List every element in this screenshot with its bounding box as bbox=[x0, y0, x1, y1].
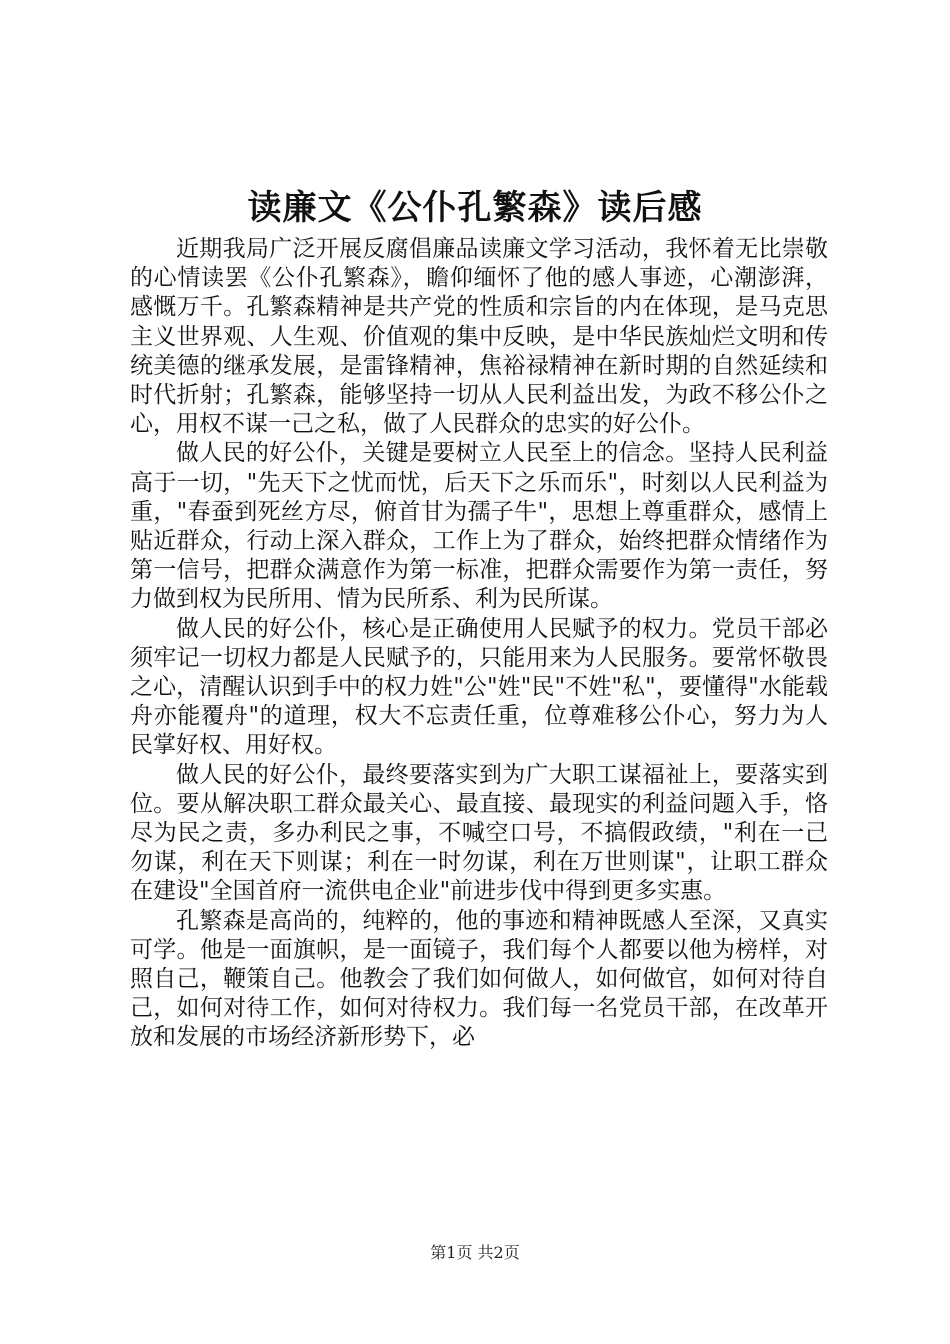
paragraph: 做人民的好公仆，核心是正确使用人民赋予的权力。党员干部必须牢记一切权力都是人民赋予的，只能用来为人民服务。要常怀敬畏之心，清醒认识到手中的权力姓"公"姓"民"不姓"私"，要懂得"水能载舟亦能覆舟"的道理，权大不忘责任重，位尊难移公仆心，努力为人民掌好权、用好权。 bbox=[130, 615, 828, 759]
page-footer: 第1页 共2页 bbox=[430, 1243, 520, 1262]
paragraph: 做人民的好公仆，关键是要树立人民至上的信念。坚持人民利益高于一切，"先天下之忧而忧，后天下之乐而乐"，时刻以人民利益为重，"春蚕到死丝方尽，俯首甘为孺子牛"，思想上尊重群众，感情上贴近群众，行动上深入群众，工作上为了群众，始终把群众情绪作为第一信号，把群众满意作为第一标准，把群众需要作为第一责任，努力做到权为民所用、情为民所系、利为民所谋。 bbox=[130, 440, 828, 613]
paragraph: 孔繁森是高尚的，纯粹的，他的事迹和精神既感人至深，又真实可学。他是一面旗帜，是一面镜子，我们每个人都要以他为榜样，对照自己，鞭策自己。他教会了我们如何做人，如何做官，如何对待自己，如何对待工作，如何对待权力。我们每一名党员干部，在改革开放和发展的市场经济新形势下，必 bbox=[130, 907, 828, 1051]
document-title: 读廉文《公仆孔繁森》读后感 bbox=[247, 188, 703, 228]
document-body bbox=[130, 235, 828, 1053]
paragraph: 做人民的好公仆，最终要落实到为广大职工谋福祉上，要落实到位。要从解决职工群众最关心、最直接、最现实的利益问题入手，恪尽为民之责，多办利民之事，不喊空口号，不搞假政绩，"利在一己勿谋，利在天下则谋；利在一时勿谋，利在万世则谋"，让职工群众在建设"全国首府一流供电企业"前进步伐中得到更多实惠。 bbox=[130, 761, 828, 905]
paragraph: 近期我局广泛开展反腐倡廉品读廉文学习活动，我怀着无比崇敬的心情读罢《公仆孔繁森》，瞻仰缅怀了他的感人事迹，心潮澎湃，感慨万千。孔繁森精神是共产党的性质和宗旨的内在体现，是马克思主义世界观、人生观、价值观的集中反映，是中华民族灿烂文明和传统美德的继承发展，是雷锋精神，焦裕禄精神在新时期的自然延续和时代折射；孔繁森，能够坚持一切从人民利益出发，为政不移公仆之心，用权不谋一己之私，做了人民群众的忠实的好公仆。 bbox=[130, 236, 828, 438]
